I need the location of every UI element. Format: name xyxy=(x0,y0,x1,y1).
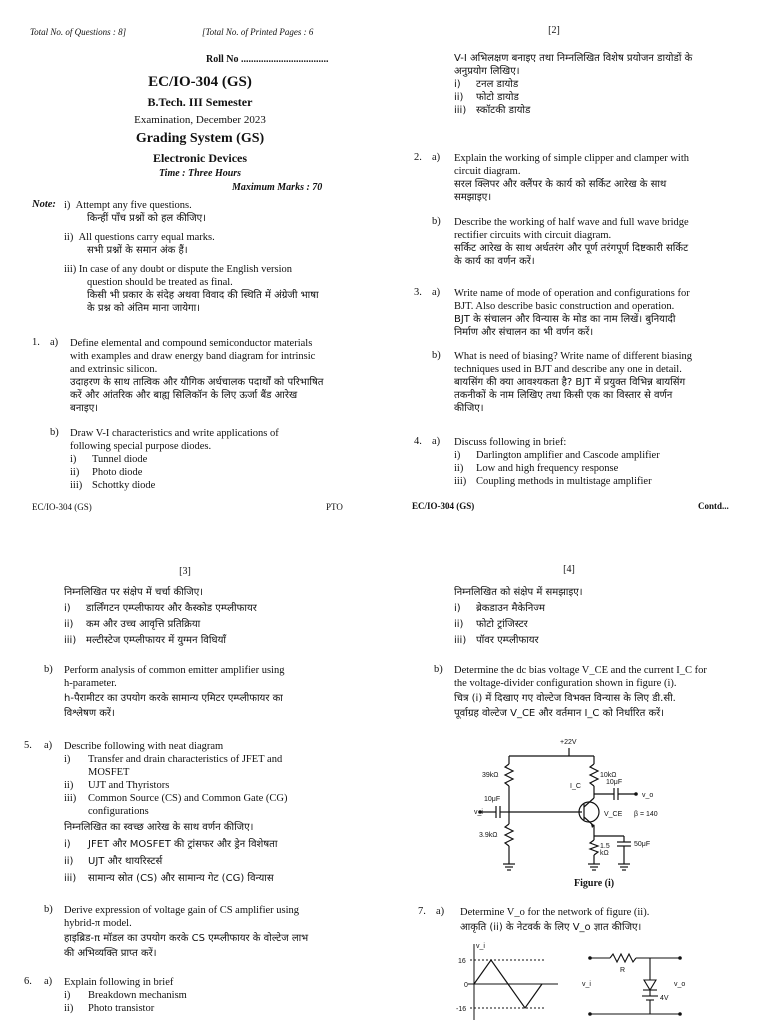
ic-label: I_C xyxy=(570,783,581,790)
q4a-label: a) xyxy=(432,436,441,447)
figure-ii-waveform xyxy=(454,940,564,1024)
r2-label: 3.9kΩ xyxy=(479,832,498,839)
exam-session: Examination, December 2023 xyxy=(134,114,266,126)
footer-code: EC/IO-304 (GS) xyxy=(412,501,475,511)
note-ii: ii) All questions carry equal marks. सभी प्रश्नों के समान अंक हैं। xyxy=(64,232,215,256)
note-label: Note: xyxy=(32,199,56,210)
q5b-text: Derive expression of voltage gain of CS amplifier using hybrid-π model. हाइब्रिड-π मॉडल का उपयोग करके CS एम्प्लीफायर के वोल्टेज लाभ की अभिव्यक्ति प्राप्त करें। xyxy=(64,905,309,959)
re-label-2: kΩ xyxy=(600,850,609,857)
roll-no: Roll No ................................... xyxy=(206,54,329,65)
page-1 xyxy=(0,0,384,520)
page-number: [3] xyxy=(179,566,191,577)
vcc-label: +22V xyxy=(560,739,577,746)
ytick-16: 16 xyxy=(458,958,466,965)
q6a-text: Explain following in brief i) Breakdown mechanism ii) Photo transistor xyxy=(64,977,187,1014)
q4b-label: b) xyxy=(44,664,53,675)
total-questions: Total No. of Questions : 8] xyxy=(30,27,127,37)
q2a-text: Explain the working of simple clipper and clamper with circuit diagram. सरल क्लिपर और क्लैंपर के कार्य को सर्किट आरेख के साथ समझाइए। xyxy=(454,153,690,203)
beta-label: β = 140 xyxy=(634,811,658,818)
q6b-text: Determine the dc bias voltage V_CE and the current I_C for the voltage-divider configuration shown in figure (i). चित्र (i) में दिखाए गए वोल्टेज विभक्त विन्यास के लिए डी.सी. पूर्वाग्रह वोल्टेज V_CE और वर्तमान I_C को निर्धारित करें। xyxy=(454,665,707,719)
q2b-label: b) xyxy=(432,216,441,227)
footer-pto: PTO xyxy=(326,502,343,512)
page-number: [4] xyxy=(563,564,575,575)
q4-number: 4. xyxy=(414,436,422,447)
q4b-text: Perform analysis of common emitter amplifier using h-parameter. h-पैरामीटर का उपयोग करके सामान्य एमिटर एम्प्लीफायर का विश्लेषण करें। xyxy=(64,665,285,719)
course: B.Tech. III Semester xyxy=(147,95,253,109)
q2a-label: a) xyxy=(432,152,441,163)
q3b-label: b) xyxy=(432,350,441,361)
q6-number: 6. xyxy=(24,976,32,987)
q6b-label: b) xyxy=(434,664,443,675)
re-label-1: 1.5 xyxy=(600,843,610,850)
waveform-vi-label: v_i xyxy=(476,943,485,950)
rc-label: 10kΩ xyxy=(600,772,617,779)
q3a-label: a) xyxy=(432,287,441,298)
note-i: i) Attempt any five questions. किन्हीं पाँच प्रश्नों को हल कीजिए। xyxy=(64,200,206,224)
q5a-label: a) xyxy=(44,740,53,751)
page-3 xyxy=(0,548,384,1024)
q4a-text: Discuss following in brief: i) Darlington amplifier and Cascode amplifier ii) Low and high frequency response iii) Coupling methods in multistage amplifier xyxy=(454,437,660,487)
q1b-hindi: V-I अभिलक्षण बनाइए तथा निम्नलिखित विशेष प्रयोजन डायोडों के अनुप्रयोग लिखिए। i) टनल डायोड ii) फोटो डायोड iii) स्कॉटकी डायोड xyxy=(454,53,693,116)
q2b-text: Describe the working of half wave and full wave bridge rectifier circuits with circuit diagram. सर्किट आरेख के साथ अर्धतरंग और पूर्ण तरंगपूर्ण दिष्टकारी सर्किट के कार्य का वर्णन करें। xyxy=(454,217,689,267)
q7a-text: Determine V_o for the network of figure (ii). आकृति (ii) के नेटवर्क के लिए V_o ज्ञात कीजिए। xyxy=(460,907,650,933)
battery-label: 4V xyxy=(660,995,669,1002)
q5a-text: Describe following with neat diagram i) Transfer and drain characteristics of JFET and MOSFET ii) UJT and Thyristors iii) Common Source (CS) and Common Gate (CG) configurations निम्नलिखित का स्वच्छ आरेख के साथ वर्णन कीजिए। i) JFET और MOSFET की ट्रांसफर और ड्रेन विशेषता ii) UJT और थायरिस्टर्स iii) सामान्य स्रोत (CS) और सामान्य गेट (CG) विन्यास xyxy=(64,741,288,884)
vce-label: V_CE xyxy=(604,811,623,818)
network-vo-label: v_o xyxy=(674,981,686,988)
ytick-0: 0 xyxy=(464,982,468,989)
q4a-hindi: निम्नलिखित पर संक्षेप में चर्चा कीजिए। i) डार्लिंगटन एम्प्लीफायर और कैस्कोड एम्प्लीफायर ii) कम और उच्च आवृत्ति प्रतिक्रिया iii) मल्टीस्टेज एम्प्लीफायर में युग्मन विधियाँ xyxy=(64,587,257,646)
cin-label: 10μF xyxy=(484,796,501,803)
time: Time : Three Hours xyxy=(158,168,242,179)
figure-i-circuit xyxy=(474,734,684,884)
q6a-hindi: निम्नलिखित को संक्षेप में समझाइए। i) ब्रेकडाउन मैकेनिज्म ii) फोटो ट्रांजिस्टर iii) पॉवर एम्प्लीफायर xyxy=(454,587,583,646)
page-4 xyxy=(384,548,768,1024)
note-iii: iii) In case of any doubt or dispute the English version question should be treated as final. किसी भी प्रकार के संदेह अथवा विवाद की स्थिति में अंग्रेजी भाषा के प्रश्न को अंतिम माना जायेगा। xyxy=(64,264,319,314)
q2-number: 2. xyxy=(414,152,422,163)
grading-system: Grading System (GS) xyxy=(135,131,265,146)
vi-label: v_i xyxy=(474,809,483,816)
paper-code: EC/IO-304 (GS) xyxy=(148,74,252,90)
page-number: [2] xyxy=(548,25,560,36)
q7-number: 7. xyxy=(418,906,426,917)
ytick-neg16: -16 xyxy=(456,1006,467,1013)
q5b-label: b) xyxy=(44,904,53,915)
q3a-text: Write name of mode of operation and configurations for BJT. Also describe basic construction and operation. BJT के संचालन और विन्यास के मोड का नाम लिखें। बुनियादी निर्माण और संचालन का भी वर्णन करें। xyxy=(454,288,690,338)
page-2 xyxy=(384,0,768,520)
ce-label: 50μF xyxy=(634,841,651,848)
total-pages: [Total No. of Printed Pages : 6 xyxy=(202,27,314,37)
q5-number: 5. xyxy=(24,740,32,751)
max-marks: Maximum Marks : 70 xyxy=(232,182,323,193)
q6a-label: a) xyxy=(44,976,53,987)
footer-contd: Contd... xyxy=(698,501,729,511)
figure-ii-network xyxy=(580,944,690,1024)
footer-code: EC/IO-304 (GS) xyxy=(32,502,92,512)
r1-label: 39kΩ xyxy=(482,772,499,779)
network-vi-label: v_i xyxy=(582,981,591,988)
q1a-text: Define elemental and compound semiconductor materials with examples and draw energy band diagram for intrinsic and extrinsic silicon. उदाहरण के साथ तात्विक और यौगिक अर्धचालक पदार्थों को परिभाषित करें और आंतरिक और बाह्य सिलिकॉन के लिए ऊर्जा बैंड आरेख बनाइए। xyxy=(70,338,324,414)
q1-number: 1. xyxy=(32,337,40,348)
q1b-label: b) xyxy=(50,427,59,438)
figure-i-caption: Figure (i) xyxy=(574,878,615,889)
q3b-text: What is need of biasing? Write name of different biasing techniques used in BJT and describe any one in detail. बायसिंग की क्या आवश्यकता है? BJT में प्रयुक्त विभिन्न बायसिंग तकनीकों के नाम लिखिए तथा किसी एक का विस्तार से वर्णन कीजिए। xyxy=(454,351,692,414)
q7a-label: a) xyxy=(436,906,445,917)
cout-label: 10μF xyxy=(606,779,623,786)
q1a-label: a) xyxy=(50,337,59,348)
r-label: R xyxy=(620,967,626,974)
q3-number: 3. xyxy=(414,287,422,298)
subject: Electronic Devices xyxy=(152,151,248,165)
vo-label: v_o xyxy=(642,792,654,799)
q1b-text: Draw V-I characteristics and write applications of following special purpose diodes. i) Tunnel diode ii) Photo diode iii) Schottky diode xyxy=(70,428,279,491)
